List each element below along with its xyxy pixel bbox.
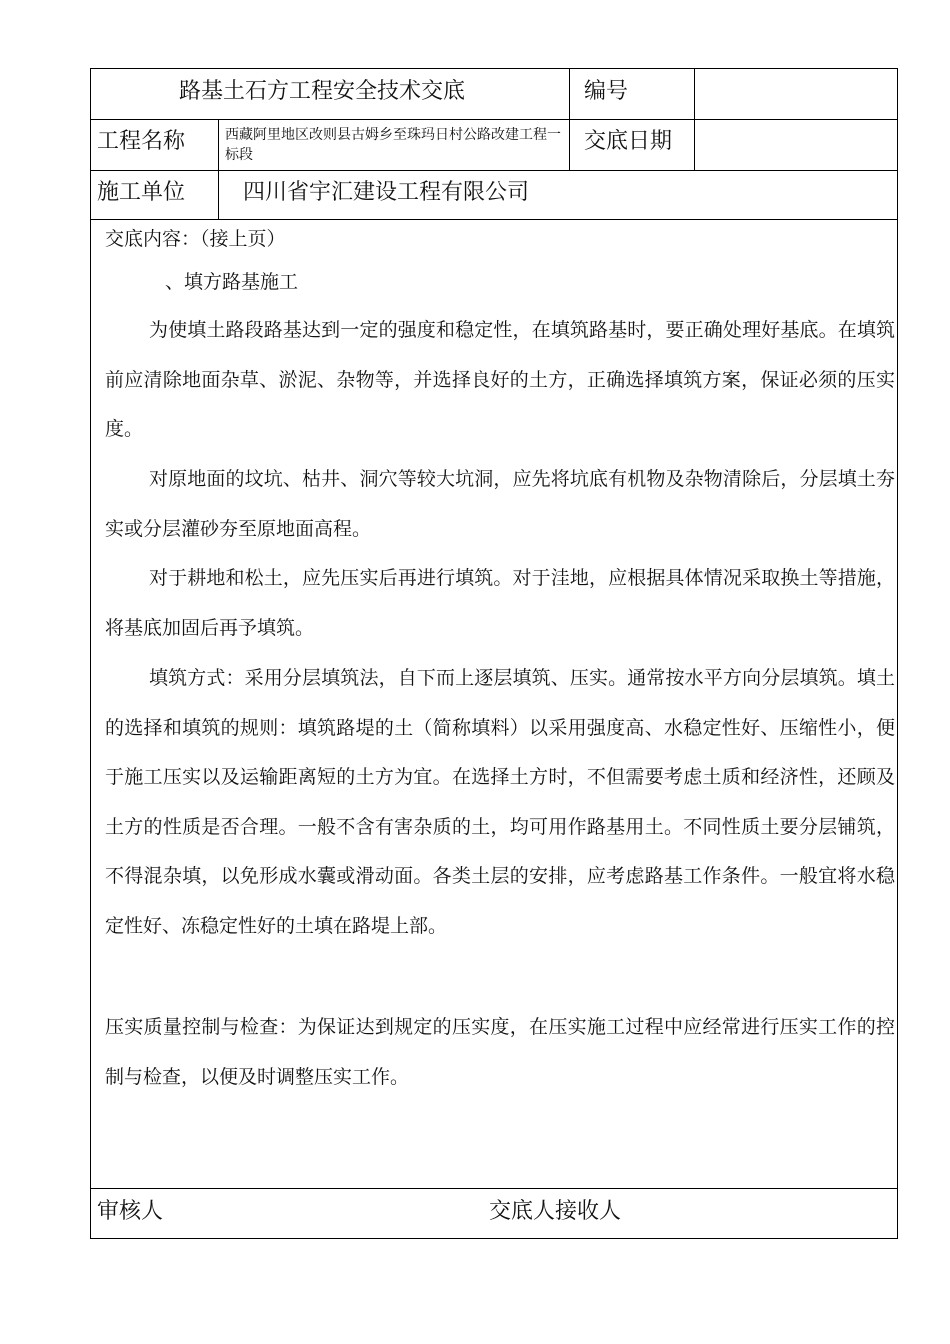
paragraph: 对于耕地和松土，应先压实后再进行填筑。对于洼地，应根据具体情况采取换土等措施，将基底加固后再予填筑。 — [105, 567, 895, 639]
reviewer-label: 审核人 — [97, 1199, 164, 1224]
project-name-label: 工程名称 — [97, 129, 186, 154]
handover-form — [90, 68, 898, 1239]
column-divider — [569, 69, 570, 170]
row-divider — [91, 1188, 897, 1189]
handover-receiver-label: 交底人接收人 — [489, 1199, 622, 1224]
date-label: 交底日期 — [584, 129, 673, 154]
contractor-label: 施工单位 — [97, 180, 186, 205]
paragraph: 压实质量控制与检查：为保证达到规定的压实度，在压实施工过程中应经常进行压实工作的控制与检查，以便及时调整压实工作。 — [105, 1016, 895, 1088]
content-heading: 交底内容：（接上页） — [105, 228, 286, 250]
section-title: 、填方路基施工 — [165, 271, 299, 293]
project-name-value: 西藏阿里地区改则县古姆乡至珠玛日村公路改建工程一标段 — [225, 127, 561, 163]
form-title: 路基土石方工程安全技术交底 — [179, 79, 466, 104]
contractor-value: 四川省宇汇建设工程有限公司 — [243, 180, 530, 205]
paragraph: 对原地面的坟坑、枯井、洞穴等较大坑洞，应先将坑底有机物及杂物清除后，分层填土夯实或分层灌砂夯至原地面高程。 — [105, 468, 895, 540]
paragraph: 填筑方式：采用分层填筑法，自下而上逐层填筑、压实。通常按水平方向分层填筑。填土的选择和填筑的规则：填筑路堤的土（简称填料）以采用强度高、水稳定性好、压缩性小，便于施工压实以及运输距离短的土方为宜。在选择土方时，不但需要考虑土质和经济性，还顾及土方的性质是否合理。一般不含有害杂质的土，均可用作路基用土。不同性质土要分层铺筑，不得混杂填，以免形成水囊或滑动面。各类土层的安排，应考虑路基工作条件。一般宜将水稳定性好、冻稳定性好的土填在路堤上部。 — [105, 667, 895, 937]
row-divider — [91, 119, 897, 120]
column-divider — [694, 69, 695, 170]
paragraph: 为使填土路段路基达到一定的强度和稳定性，在填筑路基时，要正确处理好基底。在填筑前应清除地面杂草、淤泥、杂物等，并选择良好的土方，正确选择填筑方案，保证必须的压实度。 — [105, 319, 895, 440]
row-divider — [91, 219, 897, 220]
row-divider — [91, 170, 897, 171]
number-label: 编号 — [584, 79, 629, 104]
column-divider — [218, 119, 219, 219]
